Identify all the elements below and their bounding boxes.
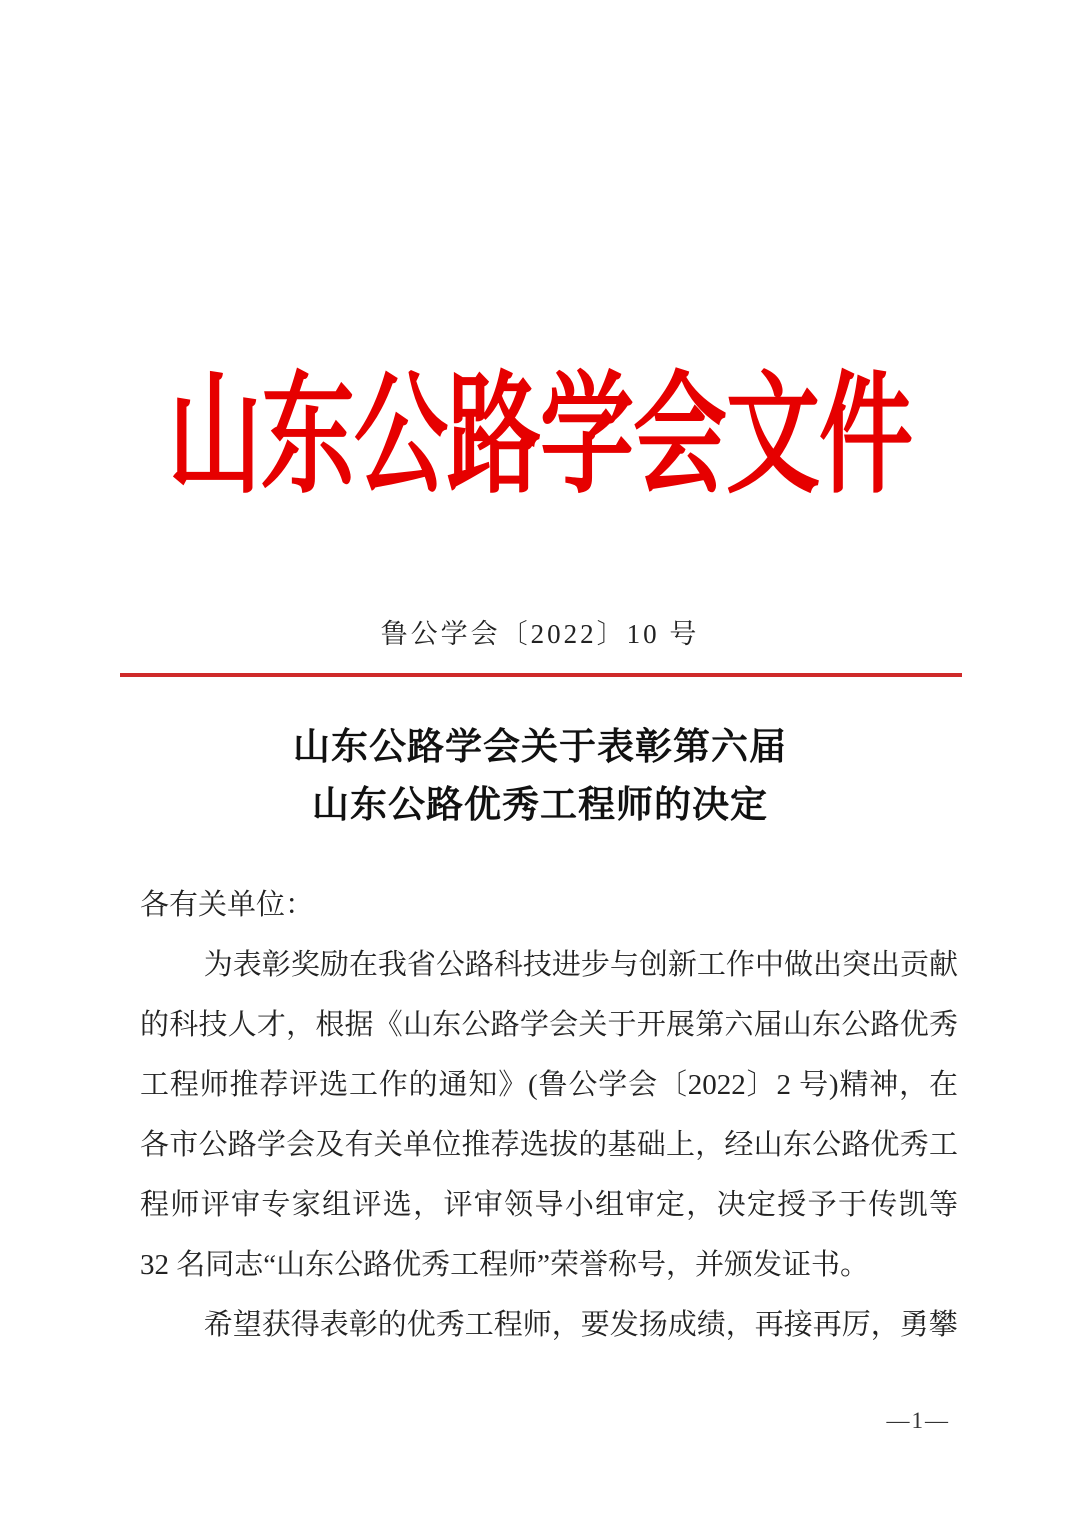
red-divider-line [120,673,962,677]
masthead-title: 山东公路学会文件 [167,364,912,510]
page-number: —1— [886,1408,950,1433]
document-title-line1: 山东公路学会关于表彰第六届 [293,727,787,768]
document-title-line2: 山东公路优秀工程师的决定 [312,785,768,826]
body-paragraph-2: 希望获得表彰的优秀工程师，要发扬成绩，再接再厉，勇攀 [203,1309,958,1341]
document-number: 鲁公学会〔2022〕10 号 [380,619,700,649]
document-title [0,719,1080,835]
body-paragraph-1: 为表彰奖励在我省公路科技进步与创新工作中做出突出贡献的科技人才，根据《山东公路学会关于开展第六届山东公路优秀工程师推荐评选工作的通知》(鲁公学会〔2022〕2 号)精神，在各市公路学会及有关单位推荐选拔的基础上，经山东公路优秀工程师评审专家组评选，评审领导小组审定，决定授予于传凯等 32 名同志“山东公路优秀工程师”荣誉称号，并颁发证书。 [140,949,958,1281]
document-body [140,875,958,1355]
salutation: 各有关单位： [140,889,315,921]
